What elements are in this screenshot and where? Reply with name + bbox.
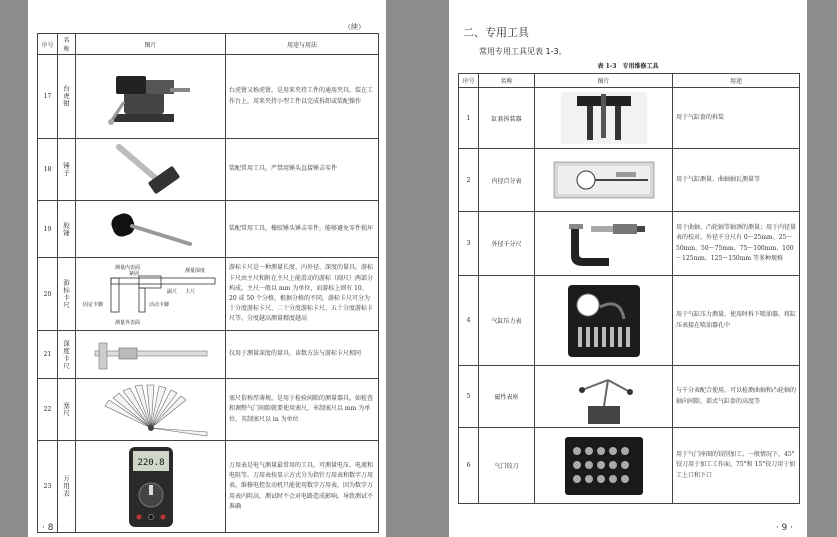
bore-gauge-image xyxy=(538,158,669,202)
row-usage: 仅用于测量深度的量具，读数方法与游标卡尺相同 xyxy=(226,331,379,379)
row-name: 锤子 xyxy=(62,162,70,177)
caliper-label: 测量外表面 xyxy=(114,320,140,326)
left-page xyxy=(28,0,386,537)
table-row xyxy=(459,88,800,149)
row-usage: 游标卡尺是一种测量长度、内外径、深度的量具。游标卡尺由主尺和附在主尺上能滑动的游标（副尺）两部分构成。主尺一般以 mm 为单位，而游标上则有 10、20 或 50 个分格，根据分格的不同，游标卡尺可分为十分度游标卡尺、二十分度游标卡尺、五十分度游标卡尺等。分度越高测量精度越高 xyxy=(226,258,379,331)
header-name: 名称 xyxy=(58,34,76,55)
bench-vise-image xyxy=(79,62,222,132)
row-num: 17 xyxy=(38,55,58,139)
row-num: 20 xyxy=(38,258,58,331)
intro-text: 常用专用工具见表 1-3。 xyxy=(479,47,567,56)
row-name: 磁性表座 xyxy=(479,366,535,428)
row-name: 气缸压力表 xyxy=(479,276,535,366)
caliper-label: 副尺 xyxy=(166,289,177,295)
row-usage: 塞尺俗称厚薄规，是用于检验间隙的测量器具，如检查和调整气门间隙就要使用塞尺，米制塞尺以 mm 为单位，英制塞尺以 in 为单位 xyxy=(226,379,379,441)
header-num: 序号 xyxy=(38,34,58,55)
multimeter-image xyxy=(79,445,222,529)
table-row xyxy=(459,366,800,428)
table-row xyxy=(459,428,800,504)
row-usage: 台虎钳又称虎钳，是用来夹持工件的通用夹具，装在工作台上，用来夹持小型工件以完成拆卸或装配操作 xyxy=(226,55,379,139)
table-row xyxy=(38,379,379,441)
row-num: 23 xyxy=(38,441,58,533)
feeler-gauge-image xyxy=(79,382,222,438)
row-num: 19 xyxy=(38,201,58,258)
right-tools-table xyxy=(458,73,800,504)
row-usage: 万用表是电气测量最常用的工具，可测量电压、电流和电阻等。万用表按显示方式分为指针万用表和数字万用表。维修电控发动机只能使用数字万用表，因为数字万用表内阻高，测试时不会对电路造成影响，导致测试不准确 xyxy=(226,441,379,533)
table-row xyxy=(459,212,800,276)
row-num: 1 xyxy=(459,88,479,149)
liner-puller-image xyxy=(538,90,669,146)
row-name: 游标卡尺 xyxy=(62,279,70,309)
header-name: 名称 xyxy=(479,74,535,88)
row-usage: 装配常用工具，橡胶锤头锤击零件，能够避免零件损坏 xyxy=(226,201,379,258)
table-row xyxy=(38,441,379,533)
row-name: 气门铰刀 xyxy=(479,428,535,504)
header-usage: 用途 xyxy=(673,74,800,88)
header-image: 图片 xyxy=(76,34,226,55)
caliper-label: 测量深度 xyxy=(184,268,205,274)
compression-tester-image xyxy=(538,279,669,363)
micrometer-image xyxy=(538,216,669,272)
caliper-label: 紧固 xyxy=(128,271,139,277)
row-usage: 用于气缸测量、曲轴轴瓦测量等 xyxy=(673,149,800,212)
table-caption: 表 1-3 专用维修工具 xyxy=(597,63,659,70)
row-usage: 用于气缸套的拆装 xyxy=(673,88,800,149)
caliper-label: 主尺 xyxy=(184,289,195,295)
row-name: 胶锤 xyxy=(62,221,70,237)
caliper-label: 活动卡脚 xyxy=(148,302,169,308)
row-num: 3 xyxy=(459,212,479,276)
row-num: 4 xyxy=(459,276,479,366)
header-image: 图片 xyxy=(535,74,673,88)
table-row xyxy=(459,276,800,366)
row-name: 外径千分尺 xyxy=(479,212,535,276)
caliper-label: 测量内表面 xyxy=(114,265,140,271)
left-table-header xyxy=(38,34,379,55)
table-row xyxy=(38,55,379,139)
table-row xyxy=(38,331,379,379)
row-num: 5 xyxy=(459,366,479,428)
row-usage: 用于曲轴、凸轮轴等轴颈的测量；用于内径量表的校对。外径千分尺有 0～25mm、25～50mm、50～75mm、75～100mm、100～125mm、125～150mm 等多种规格 xyxy=(673,212,800,276)
caliper-label: 固定卡脚 xyxy=(82,302,103,308)
page-number: · 9 · xyxy=(775,523,793,533)
header-usage: 用途与用法 xyxy=(226,34,379,55)
row-usage: 装配常用工具，严禁用锤头直接锤击零件 xyxy=(226,139,379,201)
table-row xyxy=(38,139,379,201)
row-num: 6 xyxy=(459,428,479,504)
multimeter-display: 220.8 xyxy=(136,457,165,468)
magnetic-base-image xyxy=(538,368,669,426)
continued-label: （续） xyxy=(344,23,365,31)
table-row xyxy=(38,258,379,331)
section-title: 二、专用工具 xyxy=(463,26,529,39)
right-table-header xyxy=(459,74,800,88)
rubber-mallet-image xyxy=(79,204,222,254)
row-usage: 用于气缸压力测量。使用时拆下喷油器，将缸压表接在喷油器孔中 xyxy=(673,276,800,366)
left-tools-table xyxy=(37,33,379,533)
vernier-caliper-image xyxy=(79,260,222,328)
row-name: 台虎钳 xyxy=(62,85,70,108)
row-num: 21 xyxy=(38,331,58,379)
page-number: · 8 · xyxy=(42,523,60,533)
valve-seat-cutter-image xyxy=(538,433,669,499)
row-name: 万用表 xyxy=(62,475,70,498)
row-name: 塞尺 xyxy=(62,402,70,417)
table-row xyxy=(459,149,800,212)
hammer-image xyxy=(79,141,222,199)
row-usage: 用于气门座圈的铰削加工。一般情况下，45°铰刀用于加工工作面，75°和 15°铰刀用于加工上口和下口 xyxy=(673,428,800,504)
row-name: 缸套拆装器 xyxy=(479,88,535,149)
row-num: 22 xyxy=(38,379,58,441)
row-usage: 与千分表配合使用，可以检测曲轴和凸轮轴的轴向间隙、部式气缸套的高度等 xyxy=(673,366,800,428)
row-num: 2 xyxy=(459,149,479,212)
row-num: 18 xyxy=(38,139,58,201)
header-num: 序号 xyxy=(459,74,479,88)
row-name: 深度卡尺 xyxy=(62,339,70,370)
depth-gauge-image xyxy=(79,335,222,375)
right-page xyxy=(449,0,807,537)
row-name: 内径百分表 xyxy=(479,149,535,212)
table-row xyxy=(38,201,379,258)
